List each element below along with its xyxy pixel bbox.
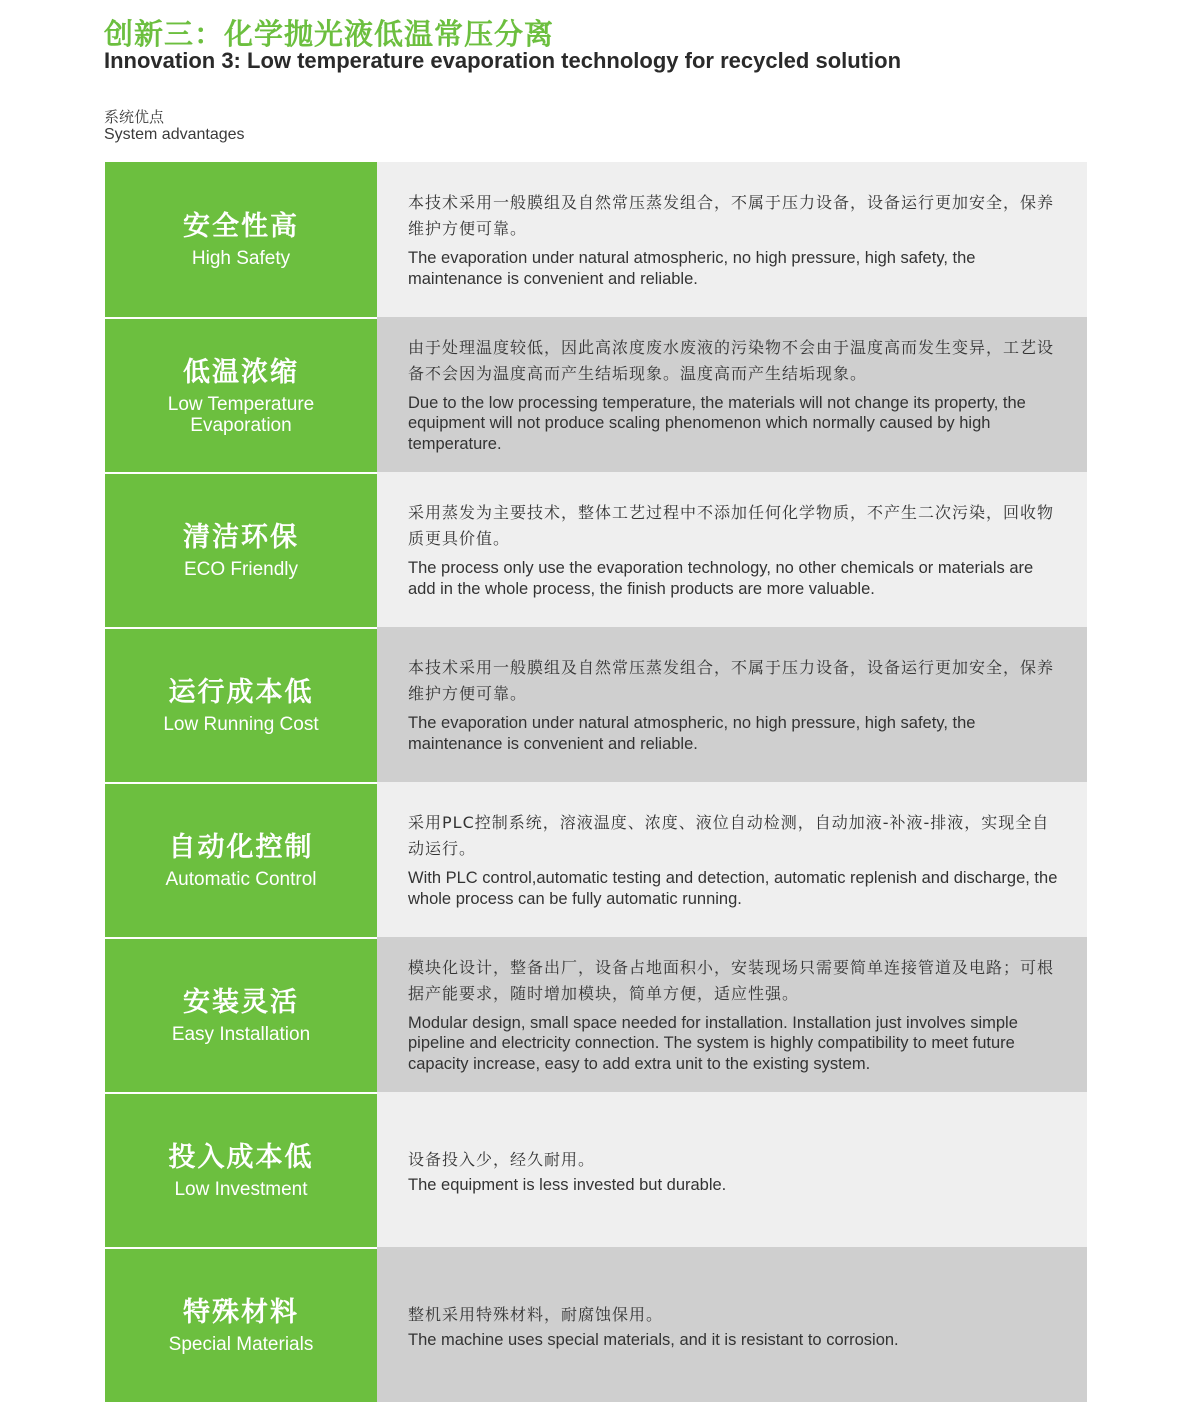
advantage-desc-cell xyxy=(377,162,1087,317)
advantage-label-en: Low Temperature Evaporation xyxy=(167,393,315,436)
advantage-row-high-safety xyxy=(105,162,1087,317)
advantage-label-cell xyxy=(105,627,377,782)
section-subtitle-cn: 系统优点 xyxy=(104,108,165,126)
page-title-cn: 创新三：化学抛光液低温常压分离 xyxy=(104,17,555,51)
advantage-desc-cell xyxy=(377,472,1087,627)
advantage-row-easy-installation xyxy=(105,937,1087,1092)
advantage-label-cell xyxy=(105,1092,377,1247)
advantage-desc-cell xyxy=(377,317,1087,472)
advantage-label-cell xyxy=(105,937,377,1092)
advantage-desc-cell xyxy=(377,937,1087,1092)
advantage-label-en: Low Investment xyxy=(174,1179,308,1200)
advantage-label-cell xyxy=(105,1247,377,1402)
advantage-desc-cn: 由于处理温度较低，因此高浓度废水废液的污染物不会由于温度高而发生变异，工艺设备不会因为温度高而产生结垢现象。温度高而产生结垢现象。 xyxy=(408,337,1055,383)
advantage-desc-cn: 采用PLC控制系统，溶液温度、浓度、液位自动检测，自动加液-补液-排液，实现全自动运行。 xyxy=(408,813,1050,858)
advantage-label-cn: 低温浓缩 xyxy=(183,356,299,388)
page-title-en: Innovation 3: Low temperature evaporation technology for recycled solution xyxy=(104,48,902,73)
advantage-label-en: Easy Installation xyxy=(171,1024,311,1045)
advantage-row-low-temperature xyxy=(105,317,1087,472)
advantage-desc-cell xyxy=(377,1092,1087,1247)
advantage-label-en: Automatic Control xyxy=(165,869,317,890)
advantage-row-special-materials xyxy=(105,1247,1087,1402)
advantage-desc-en: The evaporation under natural atmospheric, no high pressure, high safety, the maintenance is convenient and reliable. xyxy=(408,249,976,288)
advantage-desc-en: With PLC control,automatic testing and detection, automatic replenish and discharge, the whole process can be fully automatic running. xyxy=(408,869,1058,908)
advantage-desc-en: Due to the low processing temperature, the materials will not change its property, the equipment will not produce scaling phenomenon which normally caused by high temperature. xyxy=(408,393,1026,453)
advantage-label-cell xyxy=(105,472,377,627)
advantage-desc-en: Modular design, small space needed for installation. Installation just involves simple pipeline and electricity connection. The system is highly compatibility to meet future capacity increase, easy to add extra unit to the existing system. xyxy=(408,1013,1018,1073)
advantage-desc-cn: 本技术采用一般膜组及自然常压蒸发组合，不属于压力设备，设备运行更加安全，保养维护方便可靠。 xyxy=(408,193,1055,238)
advantage-row-low-running-cost xyxy=(105,627,1087,782)
advantage-desc-cn: 本技术采用一般膜组及自然常压蒸发组合，不属于压力设备，设备运行更加安全，保养维护方便可靠。 xyxy=(408,658,1055,703)
advantage-label-cn: 安全性高 xyxy=(183,211,299,242)
advantage-desc-cn: 模块化设计，整备出厂，设备占地面积小，安装现场只需要简单连接管道及电路；可根据产能要求，随时增加模块，简单方便，适应性强。 xyxy=(408,957,1055,1003)
advantage-row-automatic-control xyxy=(105,782,1087,937)
advantage-label-cn: 运行成本低 xyxy=(168,677,314,708)
advantage-label-cn: 自动化控制 xyxy=(168,832,314,863)
advantage-desc-cell xyxy=(377,782,1087,937)
advantage-label-cn: 特殊材料 xyxy=(183,1297,299,1328)
advantage-desc-en: The process only use the evaporation technology, no other chemicals or materials are add in the whole process, the finish products are more valuable. xyxy=(408,559,1034,598)
advantage-desc-cn: 采用蒸发为主要技术，整体工艺过程中不添加任何化学物质，不产生二次污染，回收物质更具价值。 xyxy=(408,503,1055,548)
advantage-label-cell xyxy=(105,782,377,937)
advantages-table xyxy=(105,162,1087,1402)
section-subtitle-en: System advantages xyxy=(104,126,245,143)
advantage-label-en: High Safety xyxy=(191,248,291,269)
advantage-row-eco-friendly xyxy=(105,472,1087,627)
advantage-desc-en: The equipment is less invested but durable. xyxy=(408,1176,727,1195)
advantage-desc-en: The machine uses special materials, and it is resistant to corrosion. xyxy=(408,1331,899,1350)
advantage-desc-cell xyxy=(377,627,1087,782)
advantage-desc-cn: 设备投入少，经久耐用。 xyxy=(408,1150,596,1170)
advantage-row-low-investment xyxy=(105,1092,1087,1247)
advantage-desc-cell xyxy=(377,1247,1087,1402)
advantage-desc-en: The evaporation under natural atmospheric, no high pressure, high safety, the maintenance is convenient and reliable. xyxy=(408,714,976,753)
advantage-label-cn: 清洁环保 xyxy=(183,522,299,553)
advantage-label-en: ECO Friendly xyxy=(183,559,299,580)
advantage-desc-cn: 整机采用特殊材料，耐腐蚀保用。 xyxy=(408,1305,664,1325)
advantage-label-cell xyxy=(105,317,377,472)
advantage-label-cell xyxy=(105,162,377,317)
advantage-label-en: Special Materials xyxy=(168,1334,314,1355)
advantage-label-en: Low Running Cost xyxy=(163,714,319,735)
advantage-label-cn: 投入成本低 xyxy=(168,1142,314,1173)
advantage-label-cn: 安装灵活 xyxy=(183,987,299,1018)
